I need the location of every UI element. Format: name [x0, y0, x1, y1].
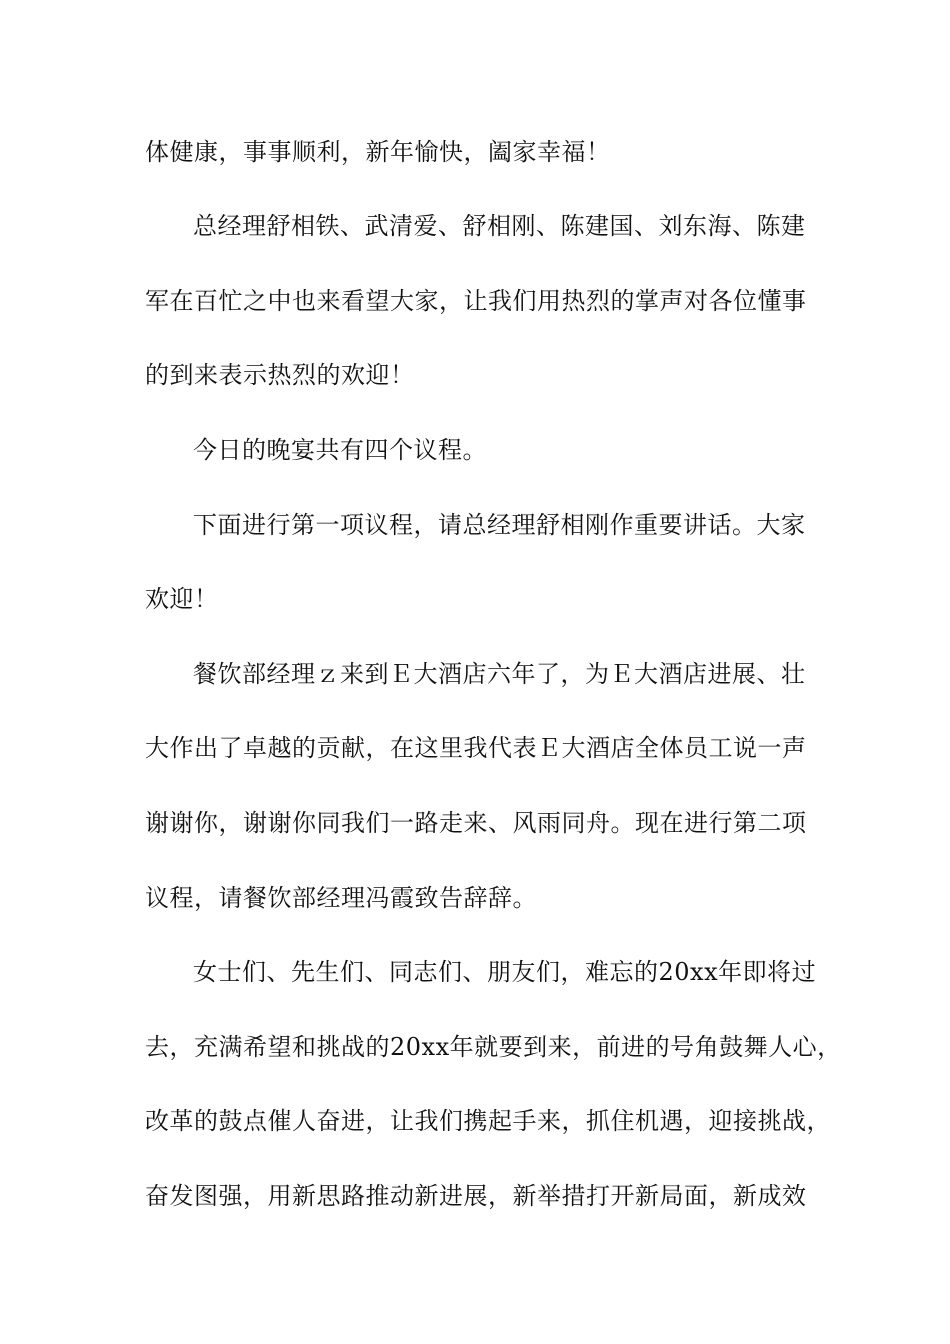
text-line-2: 总经理舒相铁、武清爱、舒相刚、陈建国、刘东海、陈建: [193, 212, 806, 240]
text-line-8: 餐饮部经理ｚ来到Ｅ大酒店六年了，为Ｅ大酒店进展、壮: [193, 660, 806, 688]
text-line-3: 军在百忙之中也来看望大家，让我们用热烈的掌声对各位懂事: [145, 287, 807, 315]
text-line-5: 今日的晚宴共有四个议程。: [193, 436, 487, 464]
text-line-1: 体健康，事事顺利，新年愉快，阖家幸福！: [145, 138, 611, 166]
text-line-12: 女士们、先生们、同志们、朋友们，难忘的20xx年即将过: [193, 958, 817, 986]
text-line-4: 的到来表示热烈的欢迎！: [145, 361, 415, 389]
text-line-7: 欢迎！: [145, 585, 219, 613]
text-line-11: 议程，请餐饮部经理冯霞致告辞辞。: [145, 884, 537, 912]
text-line-15: 奋发图强，用新思路推动新进展，新举措打开新局面，新成效: [145, 1182, 807, 1210]
text-line-10: 谢谢你，谢谢你同我们一路走来、风雨同舟。现在进行第二项: [145, 809, 807, 837]
text-line-6: 下面进行第一项议程，请总经理舒相刚作重要讲话。大家: [193, 511, 806, 539]
text-line-13: 去，充满希望和挑战的20xx年就要到来，前进的号角鼓舞人心，: [145, 1033, 842, 1061]
text-line-14: 改革的鼓点催人奋进，让我们携起手来，抓住机遇，迎接挑战，: [145, 1107, 831, 1135]
text-line-9: 大作出了卓越的贡献，在这里我代表Ｅ大酒店全体员工说一声: [145, 734, 807, 762]
